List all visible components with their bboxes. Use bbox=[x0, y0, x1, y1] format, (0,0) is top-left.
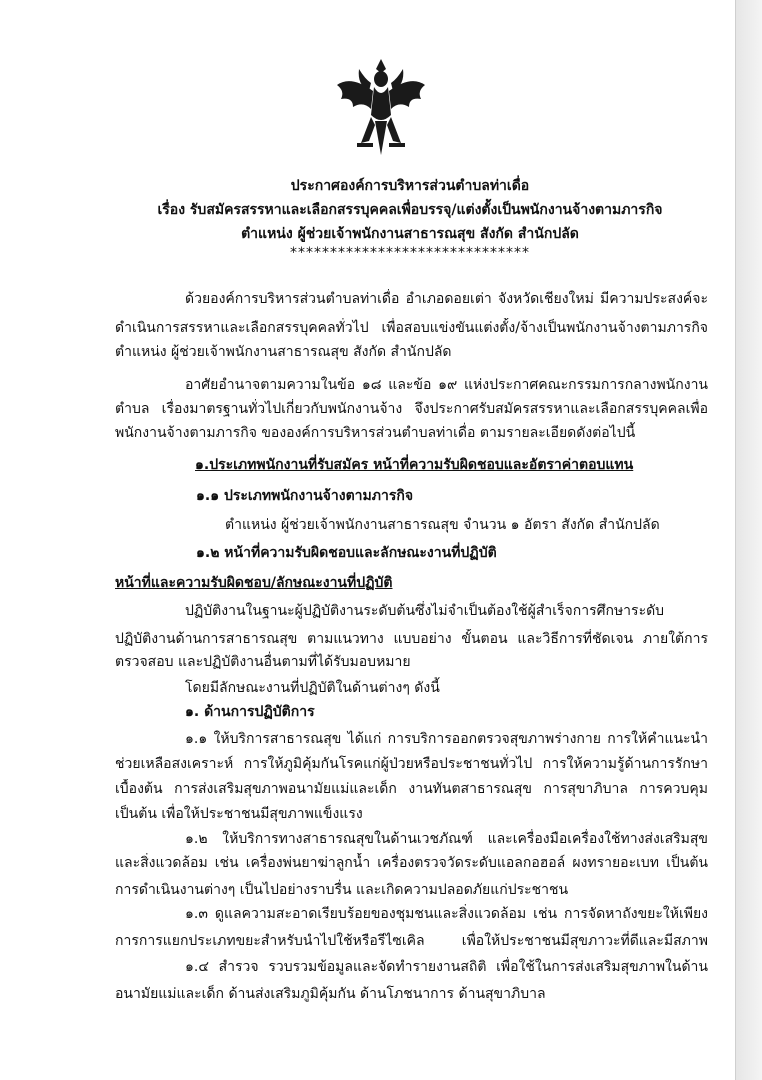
section-heading: ๑.๑ ประเภทพนักงานจ้างตามภารกิจ bbox=[196, 488, 414, 504]
body-line: การดำเนินงานต่างๆ เป็นไปอย่างราบรื่น และเกิดความปลอดภัยแก่ประชาชน bbox=[115, 882, 569, 898]
body-line: ด้วยองค์การบริหารส่วนตำบลท่าเดื่อ อำเภอดอยเต่า จังหวัดเชียงใหม่ มีความประสงค์จะ bbox=[185, 291, 708, 307]
body-line: ตำแหน่ง ผู้ช่วยเจ้าพนักงานสาธารณสุข จำนวน ๑ อัตรา สังกัด สำนักปลัด bbox=[225, 517, 660, 533]
body-line: ๑.๒ ให้บริการทางสาธารณสุขในด้านเวชภัณฑ์ และเครื่องมือเครื่องใช้ทางส่งเสริมสุข bbox=[185, 831, 708, 847]
body-line: ช่วยเหลือสงเคราะห์ การให้ภูมิคุ้มกันโรคแก่ผู้ป่วยหรือประชาชนทั่วไป การให้ความรู้ด้านการรักษา bbox=[115, 756, 708, 772]
body-line: ปฏิบัติงานด้านการสาธารณสุข ตามแนวทาง แบบอย่าง ขั้นตอน และวิธีการที่ชัดเจน ภายใต้การ bbox=[115, 631, 708, 647]
section-heading: ๑. ด้านการปฏิบัติการ bbox=[185, 704, 315, 720]
body-line: ตำบล เรื่องมาตรฐานทั่วไปเกี่ยวกับพนักงานจ้าง จึงประกาศรับสมัครสรรหาและเลือกสรรบุคคลเพื่อ bbox=[115, 401, 708, 417]
body-line: พนักงานจ้างตามภารกิจ ขององค์การบริหารส่วนตำบลท่าเดื่อ ตามรายละเอียดดังต่อไปนี้ bbox=[115, 425, 636, 441]
announcement-subject: เรื่อง รับสมัครสรรหาและเลือกสรรบุคคลเพื่อบรรจุ/แต่งตั้งเป็นพนักงานจ้างตามภารกิจ bbox=[157, 202, 663, 218]
body-line: การการแยกประเภทขยะสำหรับนำไปใช้หรือรีไซเคิล เพื่อให้ประชาชนมีสุขภาวะที่ดีและมีสภาพ bbox=[115, 933, 708, 949]
body-line: ๑.๓ ดูแลความสะอาดเรียบร้อยของชุมชนและสิ่งแวดล้อม เช่น การจัดหาถังขยะให้เพียง bbox=[185, 906, 708, 922]
separator-stars: ****************************** bbox=[290, 245, 530, 261]
body-line: ๑.๑ ให้บริการสาธารณสุข ได้แก่ การบริการออกตรวจสุขภาพร่างกาย การให้คำแนะนำ bbox=[185, 731, 708, 747]
body-line: ดำเนินการสรรหาและเลือกสรรบุคคลทั่วไป เพื่อสอบแข่งขันแต่งตั้ง/จ้างเป็นพนักงานจ้างตามภารกิจ bbox=[115, 320, 708, 336]
announcement-title: ประกาศองค์การบริหารส่วนตำบลท่าเดื่อ bbox=[290, 178, 530, 194]
body-line: เป็นต้น เพื่อให้ประชาชนมีสุขภาพแข็งแรง bbox=[115, 806, 363, 822]
body-line: อาศัยอำนาจตามความในข้อ ๑๘ และข้อ ๑๙ แห่งประกาศคณะกรรมการกลางพนักงาน bbox=[185, 377, 708, 393]
body-line: โดยมีลักษณะงานที่ปฏิบัติในด้านต่างๆ ดังนี้ bbox=[185, 680, 440, 696]
section-heading: หน้าที่และความรับผิดชอบ/ลักษณะงานที่ปฏิบัติ bbox=[115, 575, 393, 591]
announcement-position: ตำแหน่ง ผู้ช่วยเจ้าพนักงานสาธารณสุข สังกัด สำนักปลัด bbox=[241, 226, 579, 242]
garuda-emblem-icon bbox=[331, 55, 431, 165]
body-line: ตรวจสอบ และปฏิบัติงานอื่นตามที่ได้รับมอบหมาย bbox=[115, 654, 411, 670]
section-heading: ๑.ประเภทพนักงานที่รับสมัคร หน้าที่ความรับผิดชอบและอัตราค่าตอบแทน bbox=[195, 457, 634, 473]
section-heading: ๑.๒ หน้าที่ความรับผิดชอบและลักษณะงานที่ปฏิบัติ bbox=[196, 545, 497, 561]
body-line: ๑.๔ สำรวจ รวบรวมข้อมูลและจัดทำรายงานสถิติ เพื่อใช้ในการส่งเสริมสุขภาพในด้าน bbox=[185, 959, 708, 975]
body-line: อนามัยแม่และเด็ก ด้านส่งเสริมภูมิคุ้มกัน ด้านโภชนาการ ด้านสุขาภิบาล bbox=[115, 986, 546, 1002]
body-line: และสิ่งแวดล้อม เช่น เครื่องพ่นยาฆ่าลูกน้ำ เครื่องตรวจวัดระดับแอลกอฮอล์ ผงทรายอะเบท เป็นต้น bbox=[115, 855, 708, 871]
body-line: เบื้องต้น การส่งเสริมสุขภาพอนามัยแม่และเด็ก งานทันตสาธารณสุข การสุขาภิบาล การควบคุม bbox=[115, 781, 708, 797]
body-line: ปฏิบัติงานในฐานะผู้ปฏิบัติงานระดับต้นซึ่งไม่จำเป็นต้องใช้ผู้สำเร็จการศึกษาระดับ bbox=[185, 603, 665, 619]
body-line: ตำแหน่ง ผู้ช่วยเจ้าพนักงานสาธารณสุข สังกัด สำนักปลัด bbox=[115, 344, 452, 360]
page-edge bbox=[735, 0, 762, 1080]
